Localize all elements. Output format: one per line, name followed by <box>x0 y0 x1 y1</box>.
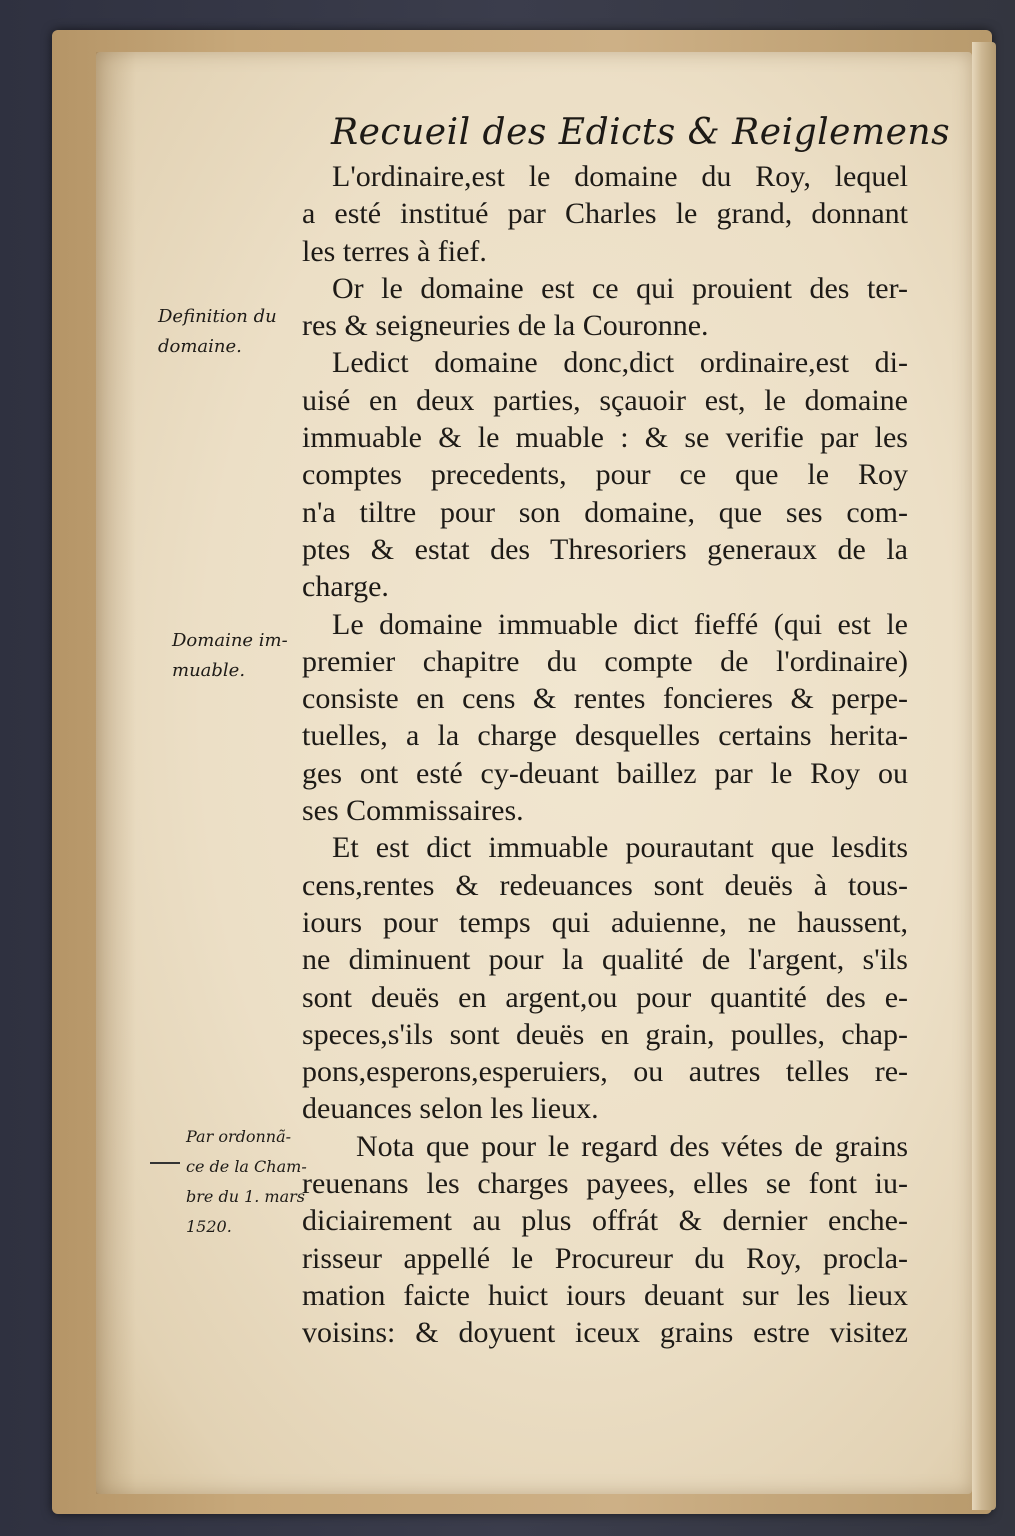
text-line: iours pour temps qui aduienne, ne haussent, <box>302 905 908 939</box>
text-line: diciairement au plus offrát & dernier enche- <box>302 1204 908 1238</box>
margin-note-definition <box>158 302 277 362</box>
margin-note-line: Par ordonnã- <box>186 1127 292 1146</box>
gutter-shadow <box>96 52 136 1494</box>
text-line: consiste en cens & rentes foncieres & perpe- <box>302 682 908 716</box>
margin-note-line: Domaine im- <box>172 630 288 651</box>
text-line: deuances selon les lieux. <box>302 1092 599 1126</box>
margin-note-line: domaine. <box>158 336 242 357</box>
text-line: immuable & le muable : & se verifie par les <box>302 421 908 455</box>
margin-note-line: muable. <box>172 660 246 681</box>
text-line: tuelles, a la charge desquelles certains herita- <box>302 719 908 753</box>
margin-note-ordonnance <box>186 1122 307 1242</box>
text-line: res & seigneuries de la Couronne. <box>302 309 709 343</box>
text-line: Et est dict immuable pourautant que lesdits <box>332 831 908 865</box>
text-line: ges ont esté cy-deuant baillez par le Roy ou <box>302 756 908 790</box>
text-line: ses Commissaires. <box>302 794 524 828</box>
text-line: uisé en deux parties, sçauoir est, le domaine <box>302 383 908 417</box>
text-line: pons,esperons,esperuiers, ou autres telles re- <box>302 1055 908 1089</box>
margin-note-line: bre du 1. mars <box>186 1187 305 1206</box>
text-line: ptes & estat des Thresoriers generaux de la <box>302 532 908 566</box>
text-line: a esté institué par Charles le grand, donnant <box>302 197 908 231</box>
margin-note-immuable <box>172 626 288 686</box>
text-line: les terres à fief. <box>302 234 487 268</box>
body-text <box>302 158 908 1352</box>
margin-dash <box>150 1162 180 1164</box>
text-line: speces,s'ils sont deuës en grain, poulles, chap- <box>302 1017 908 1051</box>
text-line: Le domaine immuable dict fieffé (qui est le <box>332 607 908 641</box>
margin-note-line: ce de la Cham- <box>186 1157 307 1176</box>
text-line: voisins: & doyuent iceux grains estre visitez <box>302 1316 908 1350</box>
text-line: n'a tiltre pour son domaine, que ses com- <box>302 495 908 529</box>
text-line: mation faicte huict iours deuant sur les lieux <box>302 1278 908 1312</box>
text-line: L'ordinaire,est le domaine du Roy, lequel <box>332 160 908 193</box>
text-line: Or le domaine est ce qui prouient des ter- <box>332 271 908 305</box>
running-head: Recueil des Edicts & Reiglemens <box>331 112 951 153</box>
text-line: risseur appellé le Procureur du Roy, procla- <box>302 1241 908 1275</box>
text-line: comptes precedents, pour ce que le Roy <box>302 458 908 492</box>
margin-note-line: 1520. <box>186 1217 232 1236</box>
text-line: sont deuës en argent,ou pour quantité des e- <box>302 980 908 1014</box>
text-line: cens,rentes & redeuances sont deuës à tous- <box>302 868 908 902</box>
text-line: ne diminuent pour la qualité de l'argent, s'ils <box>302 943 908 977</box>
text-line: Ledict domaine donc,dict ordinaire,est di- <box>332 346 908 380</box>
margin-note-line: Definition du <box>158 306 277 327</box>
text-line: premier chapitre du compte de l'ordinaire) <box>302 644 908 678</box>
text-line: charge. <box>302 570 389 604</box>
page-edges <box>972 42 996 1510</box>
text-line: reuenans les charges payees, elles se font iu- <box>302 1167 908 1201</box>
text-line: Nota que pour le regard des vétes de grains <box>356 1129 908 1163</box>
